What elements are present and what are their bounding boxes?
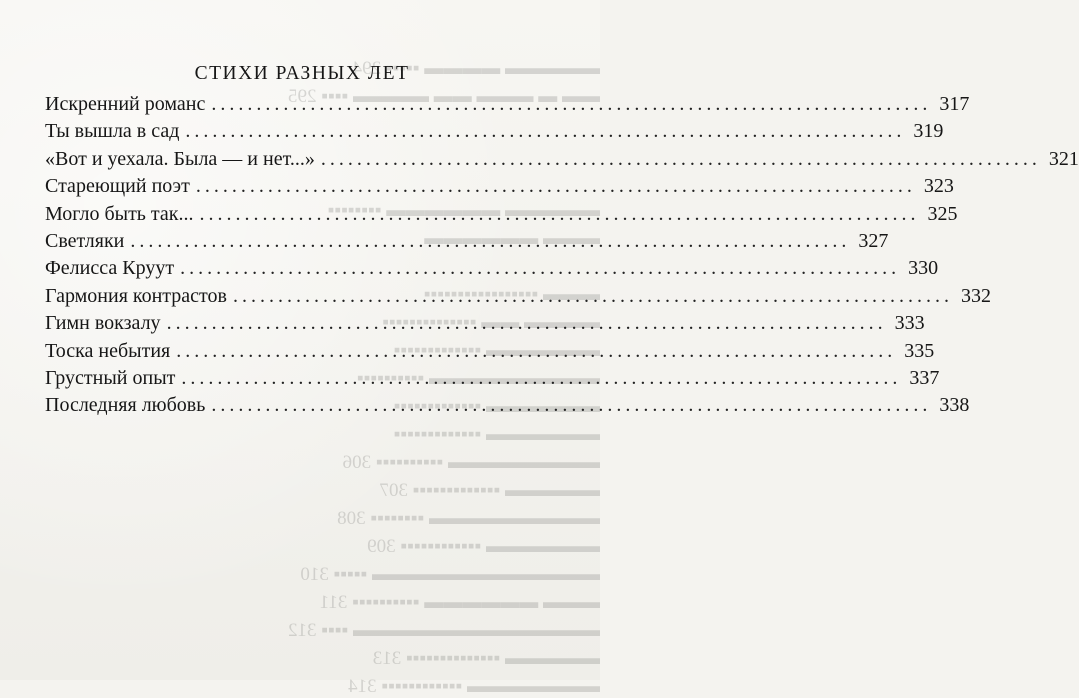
dot-leader [211, 392, 927, 419]
toc-entry [45, 255, 939, 282]
dot-leader [167, 310, 883, 337]
toc-entry [45, 392, 970, 419]
toc-entry-page: 317 [939, 93, 970, 115]
toc-entry [45, 201, 958, 228]
dot-leader [233, 283, 949, 310]
toc-entry-page: 338 [939, 394, 970, 417]
toc-entry [45, 228, 889, 255]
toc-entry-title: Тоска небытия [45, 339, 171, 362]
toc-entry [45, 365, 940, 392]
toc-entry [45, 118, 944, 145]
toc-entry-page: 327 [858, 229, 889, 252]
toc-entry-page: 323 [923, 175, 954, 198]
section-title: СТИХИ РАЗНЫХ ЛЕТ [194, 63, 410, 84]
toc-entry-title: Грустный опыт [45, 366, 176, 389]
toc-entry-title: «Вот и уехала. Была — и нет...» [45, 147, 315, 170]
dot-leader [200, 201, 916, 228]
toc-entry-title: Искренний романс [45, 93, 206, 115]
toc-entry-page: 325 [927, 202, 958, 225]
dot-leader [196, 173, 912, 200]
toc-entry-page: 321 [1048, 147, 1079, 170]
dot-leader [185, 118, 901, 145]
dot-leader [321, 146, 1037, 173]
toc-entry-page: 337 [909, 366, 940, 389]
dot-leader [211, 91, 927, 118]
toc-entry [45, 146, 1079, 173]
toc-entry-title: Стареющий поэт [45, 175, 190, 198]
toc-entry [45, 338, 935, 365]
toc-entry-title: Гимн вокзалу [45, 312, 161, 335]
dot-leader [180, 255, 896, 282]
toc-entry-title: Могло быть так... [45, 202, 194, 225]
toc-entry-title: Светляки [45, 229, 125, 252]
toc-entry-page: 335 [904, 339, 935, 362]
dot-leader [176, 338, 892, 365]
toc-entry [45, 173, 954, 200]
dot-leader [130, 228, 846, 255]
toc-entry-page: 333 [894, 312, 925, 335]
toc-entry [45, 283, 991, 310]
toc-entry-title: Ты вышла в сад [45, 120, 180, 143]
toc-entry-title: Последняя любовь [45, 394, 206, 417]
toc-entry-page: 332 [960, 284, 991, 307]
dot-leader [181, 365, 897, 392]
toc-entry-page: 319 [913, 120, 944, 143]
toc-entry [45, 310, 925, 337]
toc-entry-title: Фелисса Круут [45, 257, 175, 280]
toc-entry-page: 330 [908, 257, 939, 280]
toc-entry [45, 91, 970, 118]
reverse-side-bleed-through: ▬▬▬▬▬ ▬▬▬▬ ▪▪▪▪▪ 294 ▬▬ ▬ ▬▬▬ ▬▬ ▬▬▬▬ ▪▪▪▪ 295 ▬▬▬▬▬ ▬▬▬▬▬▬ ▪▪▪▪▪▪▪▪ ▬▬▬ ▬▬▬▬▬▬ ▬▬▬ ▪▪▪▪▪▪▪▪▪▪▪▪▪▪▪▪▪ ▬▬▬▬ ▬▬ ▪▪▪▪▪▪▪▪▪▪▪▪▪▪ ▬▬▬▬▬▬ ▪▪▪▪▪▪▪▪▪▪▪▪▪ ▬▬▬▬▬▬▬▬▬ ▪▪▪▪▪▪▪▪▪▪ ▬▬▬▬▬▬ ▪▪▪▪▪▪▪▪▪▪▪▪▪ ▬▬▬▬▬▬ ▪▪▪▪▪▪▪▪▪▪▪▪▪ ▬▬▬▬▬▬▬▬ ▪▪▪▪▪▪▪▪▪▪ 306 ▬▬▬▬▬ ▪▪▪▪▪▪▪▪▪▪▪▪▪ 307 ▬▬▬▬▬▬▬▬▬ ▪▪▪▪▪▪▪▪ 308 ▬▬▬▬▬▬ ▪▪▪▪▪▪▪▪▪▪▪▪ 309 ▬▬▬▬▬▬▬▬▬▬▬▬ ▪▪▪▪▪ 310 ▬▬▬ ▬▬▬▬▬▬ ▪▪▪▪▪▪▪▪▪▪ 311 ▬▬▬▬▬▬▬▬▬▬▬▬▬ ▪▪▪▪ 312 ▬▬▬▬▬ ▪▪▪▪▪▪▪▪▪▪▪▪▪▪ 313 ▬▬▬▬▬▬▬ ▪▪▪▪▪▪▪▪▪▪▪▪ 314 [288, 58, 600, 697]
toc-entry-title: Гармония контрастов [45, 284, 227, 307]
